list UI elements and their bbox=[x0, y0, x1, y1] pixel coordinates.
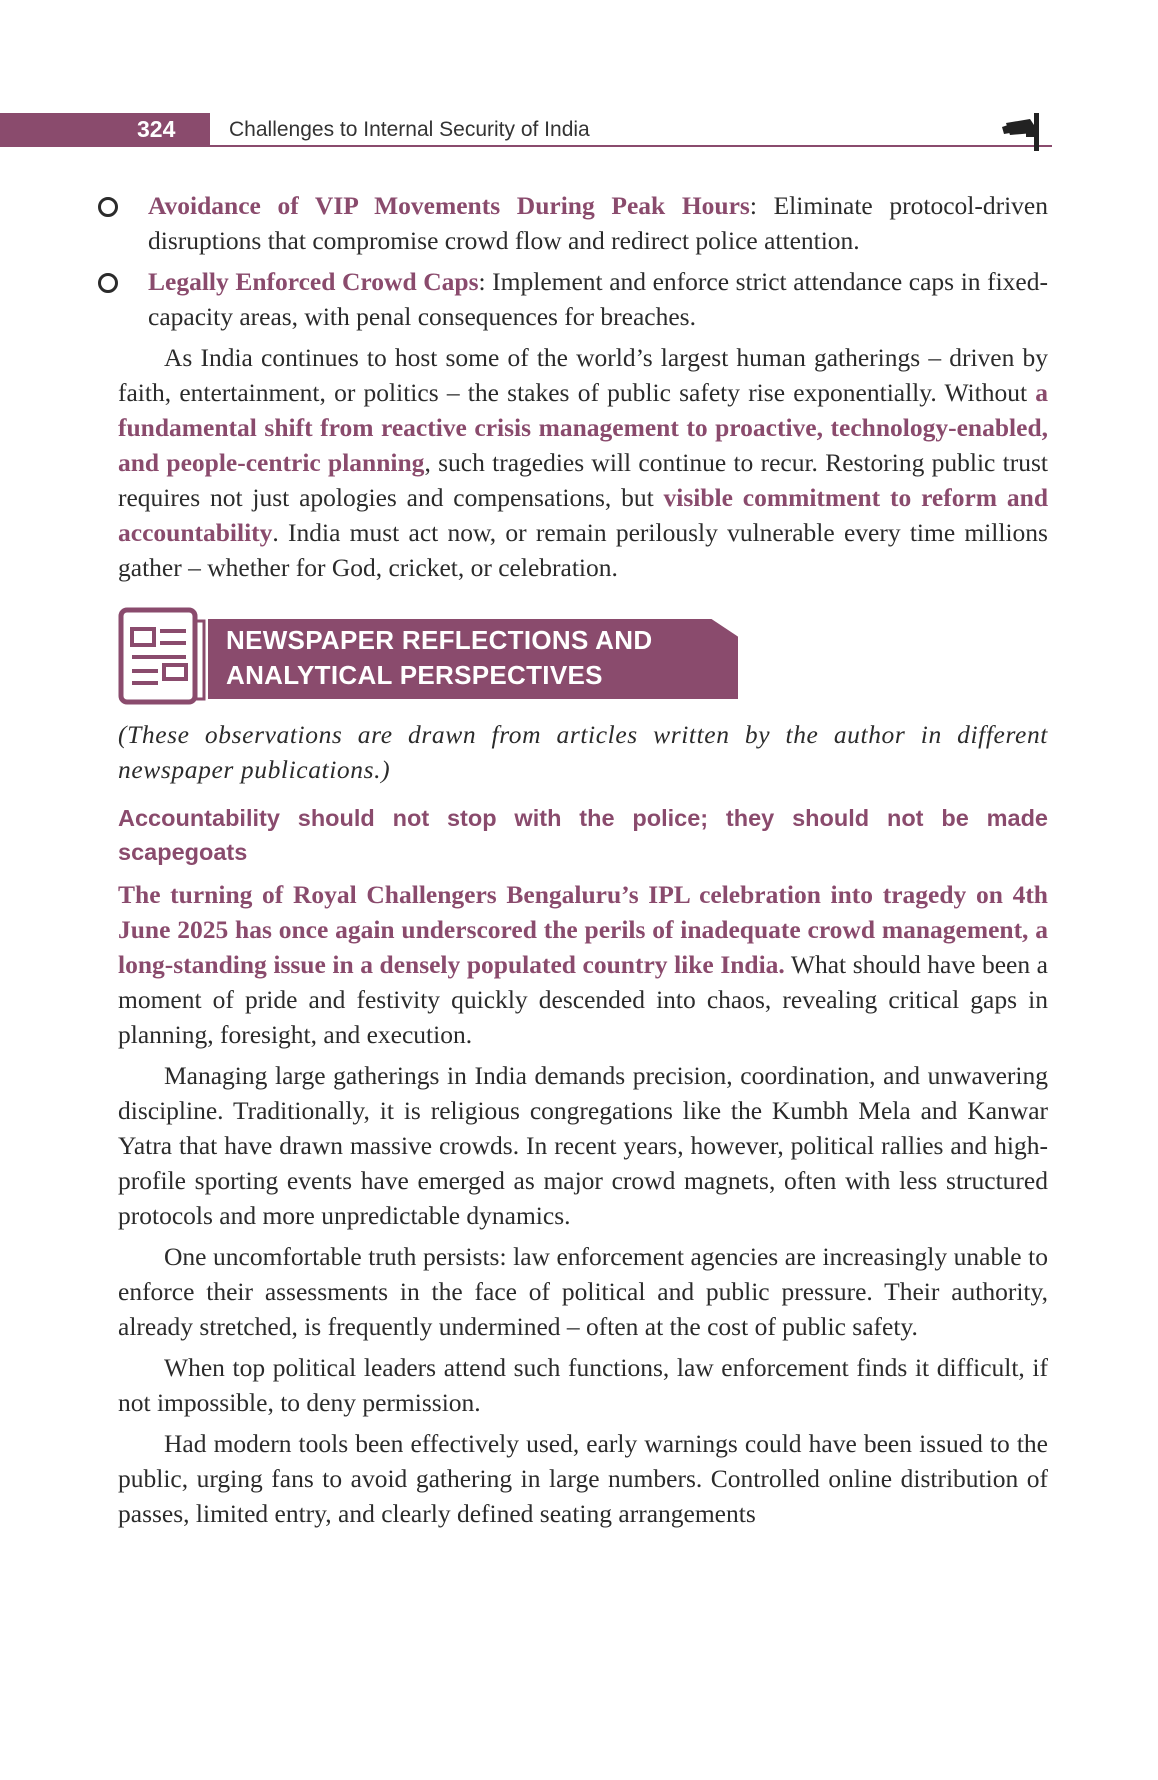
section-title-line: ANALYTICAL PERSPECTIVES bbox=[226, 660, 603, 690]
conclusion-text: As India continues to host some of the world’s largest human gatherings – driven by faith, entertainment, or politics – the stakes of public safety rise exponentially. Without bbox=[118, 343, 1048, 407]
conclusion-highlight: visible commitment to reform and accountability bbox=[118, 483, 1049, 547]
header-rule bbox=[210, 145, 1052, 147]
lead-text: What should have been a moment of pride and festivity quickly descended into chaos, revealing critical gaps in planning, foresight, and execution. bbox=[118, 950, 1048, 1049]
list-item bbox=[58, 188, 1048, 258]
running-header bbox=[0, 113, 1060, 147]
article-headline: Accountability should not stop with the police; they should not be made scapegoats bbox=[118, 805, 1048, 865]
conclusion-text: , such tragedies will continue to recur. Restoring public trust requires not just apologies and compensations, but bbox=[118, 448, 1048, 512]
lead-highlight: The turning of Royal Challengers Bengaluru’s IPL celebration into tragedy on 4th June 2025 has once again underscored the perils of inadequate crowd management, a long-standing issue in a densely populated country like India. bbox=[118, 880, 1048, 979]
page-content bbox=[118, 188, 1048, 1531]
circle-bullet-icon bbox=[98, 197, 118, 217]
page-number-band bbox=[0, 113, 210, 147]
article-paragraph: Managing large gatherings in India demands precision, coordination, and unwavering discipline. Traditionally, it is religious congregations like the Kumbh Mela and Kanwar Yatra that have drawn massive crowds. In recent years, however, political rallies and high-profile sporting events have emerged as major crowd magnets, often with less structured protocols and more unpredictable dynamics. bbox=[118, 1061, 1048, 1230]
bullet-text: : Implement and enforce strict attendance caps in fixed-capacity areas, with penal consequences for breaches. bbox=[148, 267, 1048, 331]
article-paragraph: Had modern tools been effectively used, early warnings could have been issued to the public, urging fans to avoid gathering in large numbers. Controlled online distribution of passes, limited entry, and clearly defined seating arrangements bbox=[118, 1429, 1048, 1528]
circle-bullet-icon bbox=[98, 273, 118, 293]
page-number: 324 bbox=[137, 116, 176, 142]
section-heading bbox=[118, 607, 1048, 707]
article-paragraph: When top political leaders attend such functions, law enforcement finds it difficult, if not impossible, to deny permission. bbox=[118, 1353, 1048, 1417]
newspaper-icon bbox=[118, 607, 210, 707]
section-title-line: NEWSPAPER REFLECTIONS AND bbox=[226, 625, 653, 655]
cctv-camera-icon bbox=[1000, 109, 1044, 153]
running-title: Challenges to Internal Security of India bbox=[229, 118, 590, 141]
article-paragraph: One uncomfortable truth persists: law enforcement agencies are increasingly unable to enforce their assessments in the face of political and public pressure. Their authority, already stretched, is frequently undermined – often at the cost of public safety. bbox=[118, 1242, 1048, 1341]
list-item bbox=[58, 264, 1048, 334]
article-lead bbox=[118, 877, 1048, 1052]
bullet-term: Avoidance of VIP Movements During Peak Hours bbox=[148, 191, 750, 220]
bullet-term: Legally Enforced Crowd Caps bbox=[148, 267, 479, 296]
conclusion-text: . India must act now, or remain perilously vulnerable every time millions gather – whether for God, cricket, or celebration. bbox=[118, 518, 1048, 582]
recommendation-list bbox=[118, 188, 1048, 334]
conclusion-highlight: a fundamental shift from reactive crisis management to proactive, technology-enabled, and people-centric planning bbox=[118, 378, 1048, 477]
source-note: (These observations are drawn from articles written by the author in different newspaper publications.) bbox=[118, 720, 1048, 784]
conclusion-paragraph bbox=[118, 340, 1048, 585]
bullet-text: : Eliminate protocol-driven disruptions that compromise crowd flow and redirect police attention. bbox=[148, 191, 1048, 255]
